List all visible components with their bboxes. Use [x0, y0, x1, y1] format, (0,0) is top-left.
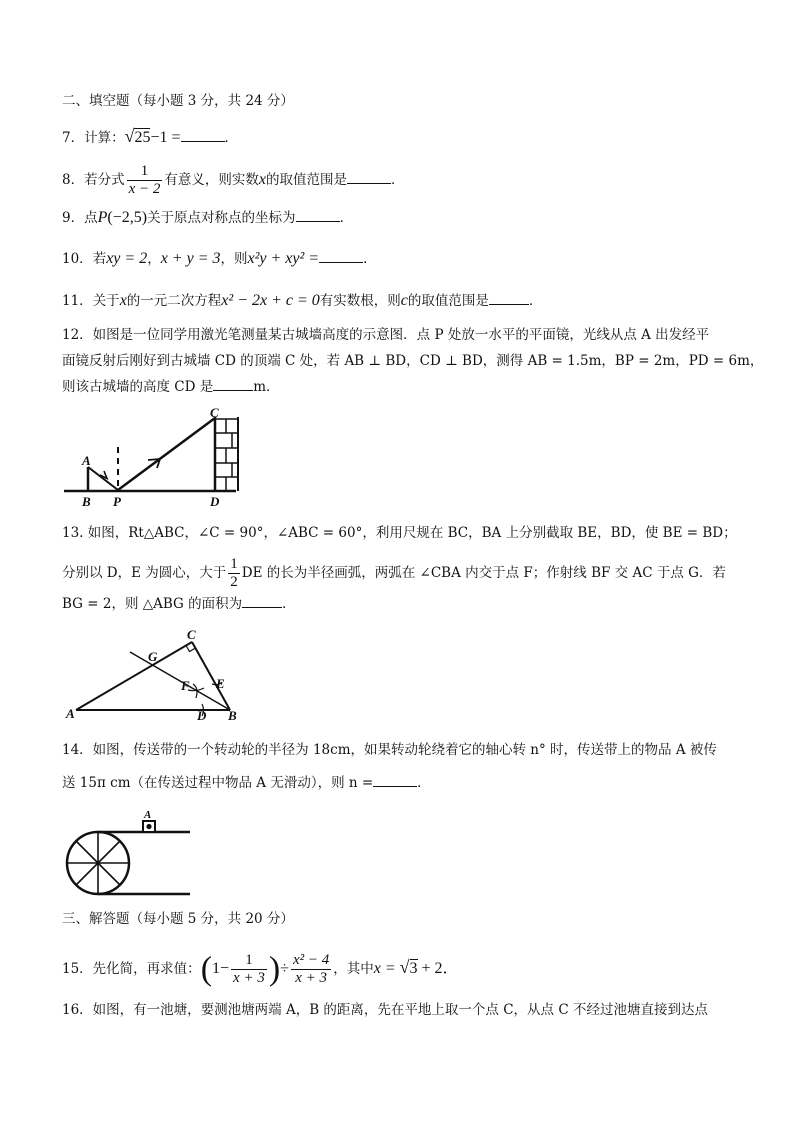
q13-line-2 — [62, 556, 726, 591]
q10-text-b: ，则 — [220, 251, 248, 267]
question-8 — [62, 163, 404, 198]
q14-line-2 — [62, 772, 431, 793]
q10-sep: ， — [147, 251, 161, 267]
q8-answer-blank[interactable] — [347, 169, 391, 184]
q14-answer-blank[interactable] — [373, 772, 417, 787]
q8-text-a: 若分式 — [84, 172, 125, 188]
q14-line-1: 14．如图，传送带的一个转动轮的半径为 18cm，如果转动轮绕着它的轴心转 n° 时，传送带上的物品 A 被传 — [62, 742, 717, 758]
q11-equation: x² − 2x + c = 0 — [221, 292, 320, 309]
q11-text-a: 关于 — [92, 293, 120, 309]
q8-var: x — [258, 171, 266, 188]
q15-f2-num: x² − 4 — [292, 952, 330, 968]
q10-end: ． — [363, 251, 377, 267]
q8-fraction — [127, 163, 163, 198]
question-10 — [62, 248, 377, 269]
q14-conveyor-figure — [62, 806, 202, 906]
q12-line-2: 面镜反射后刚好到古城墙 CD 的顶端 C 处，若 AB ⊥ BD，CD ⊥ BD，测得 AB = 1.5m，BP = 2m，PD = 6m， — [62, 353, 764, 369]
q15-text-b: ，其中 — [333, 961, 374, 977]
q8-end: ． — [390, 172, 405, 188]
q7-number: 7． — [62, 130, 85, 146]
q15-f1-den: x + 3 — [233, 970, 265, 986]
q15-radicand: 3 — [409, 960, 418, 977]
label-f: F — [181, 678, 190, 693]
q15-cond-rest: + 2． — [417, 960, 459, 977]
q11-text-b: 的一元二次方程 — [126, 293, 222, 309]
q12-city-wall-figure — [60, 405, 260, 515]
label-b: B — [228, 708, 237, 723]
label-a: A — [144, 809, 152, 821]
q12-line-1: 12．如图是一位同学用激光笔测量某古城墙高度的示意图．点 P 处放一水平的平面镜，光线从点 A 出发经平 — [62, 327, 710, 343]
brick-wall — [215, 417, 238, 491]
q15-fraction-2 — [291, 952, 331, 987]
q13-end: ． — [282, 596, 296, 612]
q12-line-3-text: 则该古城墙的高度 CD 是 — [62, 379, 214, 395]
q7-answer-blank[interactable] — [181, 127, 225, 142]
q11-text-d: 的取值范围是 — [407, 293, 489, 309]
label-a: A — [82, 453, 91, 468]
q9-number: 9． — [62, 210, 85, 226]
q13-frac-num: 1 — [230, 556, 238, 572]
sqrt-sign: √ — [124, 126, 135, 146]
question-15 — [62, 952, 459, 987]
q8-text-b: 有意义，则实数 — [164, 172, 259, 188]
q13-line-2-text-a: 分别以 D，E 为圆心，大于 — [62, 565, 227, 581]
q7-expression: −1 = — [150, 129, 181, 146]
question-11 — [62, 290, 542, 311]
q15-cond: x = — [373, 960, 400, 977]
right-paren: ) — [268, 950, 281, 988]
q7-text: 计算： — [84, 130, 125, 146]
label-d: D — [197, 708, 207, 723]
q9-point: P — [97, 209, 108, 226]
incident-ray — [88, 467, 118, 490]
section-3-heading: 三、解答题（每小题 5 分，共 20 分） — [62, 911, 294, 927]
label-g: G — [148, 649, 158, 664]
question-9 — [62, 207, 353, 228]
q10-number: 10． — [62, 251, 93, 267]
q11-end: ． — [528, 293, 543, 309]
q10-answer-blank[interactable] — [319, 248, 363, 263]
sqrt-sign: √ — [399, 957, 410, 977]
q8-text-c: 的取值范围是 — [265, 172, 347, 188]
item-a-dot — [146, 824, 151, 829]
left-paren: ( — [200, 950, 213, 988]
q10-text-a: 若 — [92, 251, 107, 267]
question-7 — [62, 126, 238, 148]
label-d: D — [210, 494, 220, 509]
q9-text-b: 关于原点对称点的坐标为 — [147, 210, 296, 226]
label-c: C — [210, 405, 219, 420]
wheel-spokes — [67, 832, 129, 894]
section-2-heading: 二、填空题（每小题 3 分，共 24 分） — [62, 93, 294, 109]
q16-line-1: 16．如图，有一池塘，要测池塘两端 A，B 的距离，先在平地上取一个点 C，从点 C 不经过池塘直接到达点 — [62, 1002, 708, 1018]
q15-f2-den: x + 3 — [295, 970, 327, 986]
q15-f1-num: 1 — [231, 952, 267, 970]
q13-frac-den: 2 — [230, 574, 238, 590]
q13-line-2-text-b: DE 的长为半径画弧，两弧在 ∠CBA 内交于点 F；作射线 BF 交 AC 于点 G．若 — [241, 565, 726, 581]
reflected-ray — [118, 418, 215, 490]
q11-answer-blank[interactable] — [489, 290, 529, 305]
q9-answer-blank[interactable] — [296, 207, 340, 222]
q11-number: 11． — [62, 293, 93, 309]
q12-unit: m． — [253, 379, 280, 395]
q13-line-3-text: BG = 2，则 △ABG 的面积为 — [62, 596, 243, 612]
q12-line-3 — [62, 376, 280, 397]
q13-answer-blank[interactable] — [242, 593, 282, 608]
q9-end: ． — [339, 210, 354, 226]
q7-radicand: 25 — [134, 129, 151, 146]
q11-var: x — [119, 292, 127, 309]
label-p: P — [113, 494, 121, 509]
label-a: A — [66, 706, 75, 721]
q13-triangle-figure — [62, 624, 252, 724]
q10-eq2: x + y = 3 — [160, 250, 221, 267]
q15-one: 1− — [212, 960, 230, 977]
q10-expr: x²y + xy² = — [247, 250, 320, 267]
q10-eq1: xy = 2 — [106, 250, 148, 267]
side-ac — [76, 642, 192, 710]
q8-frac-num: 1 — [127, 163, 163, 181]
q11-var2: c — [400, 292, 408, 309]
q14-line-2-text: 送 15π cm（在传送过程中物品 A 无滑动），则 n = — [62, 775, 374, 791]
q9-text-a: 点 — [84, 210, 98, 226]
q12-answer-blank[interactable] — [213, 376, 253, 391]
q13-line-3 — [62, 593, 296, 614]
q8-number: 8． — [62, 172, 85, 188]
q8-frac-den: x − 2 — [128, 181, 161, 197]
label-c: C — [187, 627, 196, 642]
q15-fraction-1 — [231, 952, 267, 987]
q11-text-c: 有实数根，则 — [319, 293, 401, 309]
label-b: B — [82, 494, 91, 509]
q13-line-1: 13. 如图，Rt△ABC，∠C = 90°，∠ABC = 60°，利用尺规在 BC，BA 上分别截取 BE，BD，使 BE = BD； — [62, 525, 737, 541]
q7-end: ． — [224, 130, 239, 146]
q15-text-a: 15．先化简，再求值： — [62, 961, 201, 977]
q13-fraction — [228, 556, 240, 591]
q14-end: ． — [417, 775, 431, 791]
q9-coords: (−2,5) — [107, 209, 148, 226]
label-e: E — [216, 676, 225, 691]
ray-bf — [130, 652, 230, 710]
divide-sign: ÷ — [280, 960, 289, 977]
